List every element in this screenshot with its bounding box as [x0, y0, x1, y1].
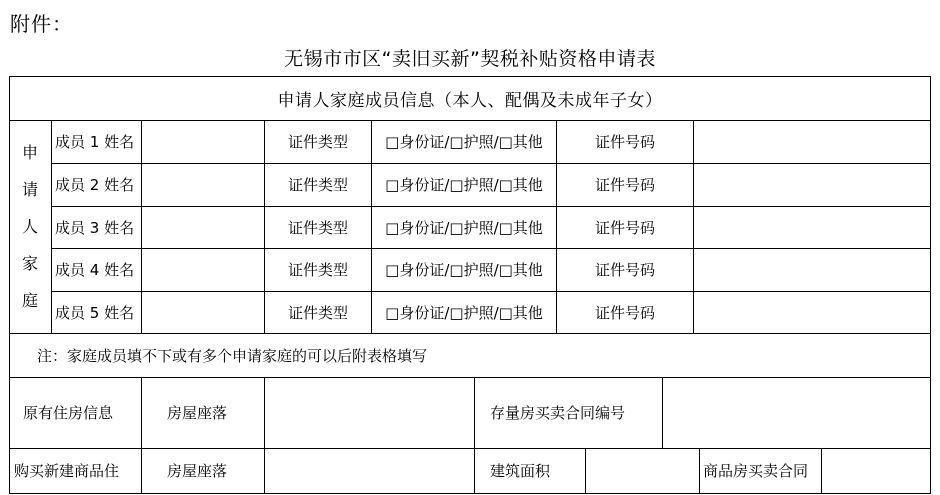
- side-label-char: 申: [21, 143, 38, 162]
- new-house-area-field[interactable]: [586, 449, 698, 493]
- member-3-name-label: 成员 3 姓名: [55, 218, 135, 237]
- member-4-id-type-options[interactable]: □身份证/□护照/□其他: [385, 261, 543, 279]
- member-2-name-field[interactable]: [142, 164, 263, 206]
- member-1-id-number-label: 证件号码: [594, 133, 655, 151]
- member-3-id-type-options[interactable]: □身份证/□护照/□其他: [385, 218, 543, 237]
- member-1-name-field[interactable]: [142, 121, 263, 163]
- member-5-name-field[interactable]: [142, 292, 263, 333]
- new-house-area-label: 建筑面积: [490, 462, 551, 480]
- member-4-id-type-label: 证件类型: [287, 261, 348, 279]
- member-4-name-label: 成员 4 姓名: [55, 261, 135, 279]
- note-text: 注：家庭成员填不下或有多个申请家庭的可以后附表格填写: [37, 346, 428, 365]
- member-5-id-type-options[interactable]: □身份证/□护照/□其他: [385, 303, 543, 322]
- side-label-char: 家: [21, 254, 38, 273]
- application-form-table: [9, 76, 931, 494]
- side-label-char: 人: [21, 217, 38, 236]
- member-4-id-number-field[interactable]: [694, 249, 930, 291]
- member-2-id-number-field[interactable]: [694, 164, 930, 206]
- new-house-location-field[interactable]: [265, 449, 473, 493]
- member-5-id-number-field[interactable]: [694, 292, 930, 333]
- member-3-id-number-label: 证件号码: [594, 218, 655, 237]
- member-3-id-number-field[interactable]: [694, 207, 930, 248]
- member-1-id-type-label: 证件类型: [287, 133, 348, 151]
- member-4-id-number-label: 证件号码: [594, 261, 655, 279]
- section-title: 申请人家庭成员信息（本人、配偶及未成年子女）: [277, 90, 663, 111]
- attachment-label: 附件：: [10, 12, 73, 36]
- member-4-name-field[interactable]: [142, 249, 263, 291]
- member-3-name-field[interactable]: [142, 207, 263, 248]
- member-1-id-number-field[interactable]: [694, 121, 930, 163]
- member-1-name-label: 成员 1 姓名: [55, 133, 135, 151]
- new-house-location-label: 房屋座落: [167, 462, 228, 480]
- member-5-id-type-label: 证件类型: [287, 303, 348, 322]
- side-label-char: 庭: [21, 291, 38, 310]
- side-label: [9, 134, 51, 319]
- member-2-id-type-label: 证件类型: [287, 176, 348, 194]
- member-2-name-label: 成员 2 姓名: [55, 176, 135, 194]
- member-5-name-label: 成员 5 姓名: [55, 303, 135, 322]
- existing-house-contract-field[interactable]: [663, 378, 930, 448]
- member-2-id-number-label: 证件号码: [594, 176, 655, 194]
- form-title: 无锡市市区“卖旧买新”契税补贴资格申请表: [284, 48, 656, 70]
- member-3-id-type-label: 证件类型: [287, 218, 348, 237]
- member-5-id-number-label: 证件号码: [594, 303, 655, 322]
- existing-house-contract-label: 存量房买卖合同编号: [490, 404, 626, 422]
- existing-house-location-label: 房屋座落: [167, 404, 228, 422]
- side-label-char: 请: [21, 180, 38, 199]
- existing-house-label: 原有住房信息: [23, 404, 114, 422]
- new-house-label: 购买新建商品住: [14, 462, 120, 480]
- member-2-id-type-options[interactable]: □身份证/□护照/□其他: [385, 176, 543, 194]
- member-1-id-type-options[interactable]: □身份证/□护照/□其他: [385, 133, 543, 151]
- new-house-contract-label: 商品房买卖合同: [703, 462, 809, 480]
- new-house-contract-field[interactable]: [822, 449, 930, 493]
- existing-house-location-field[interactable]: [265, 378, 473, 448]
